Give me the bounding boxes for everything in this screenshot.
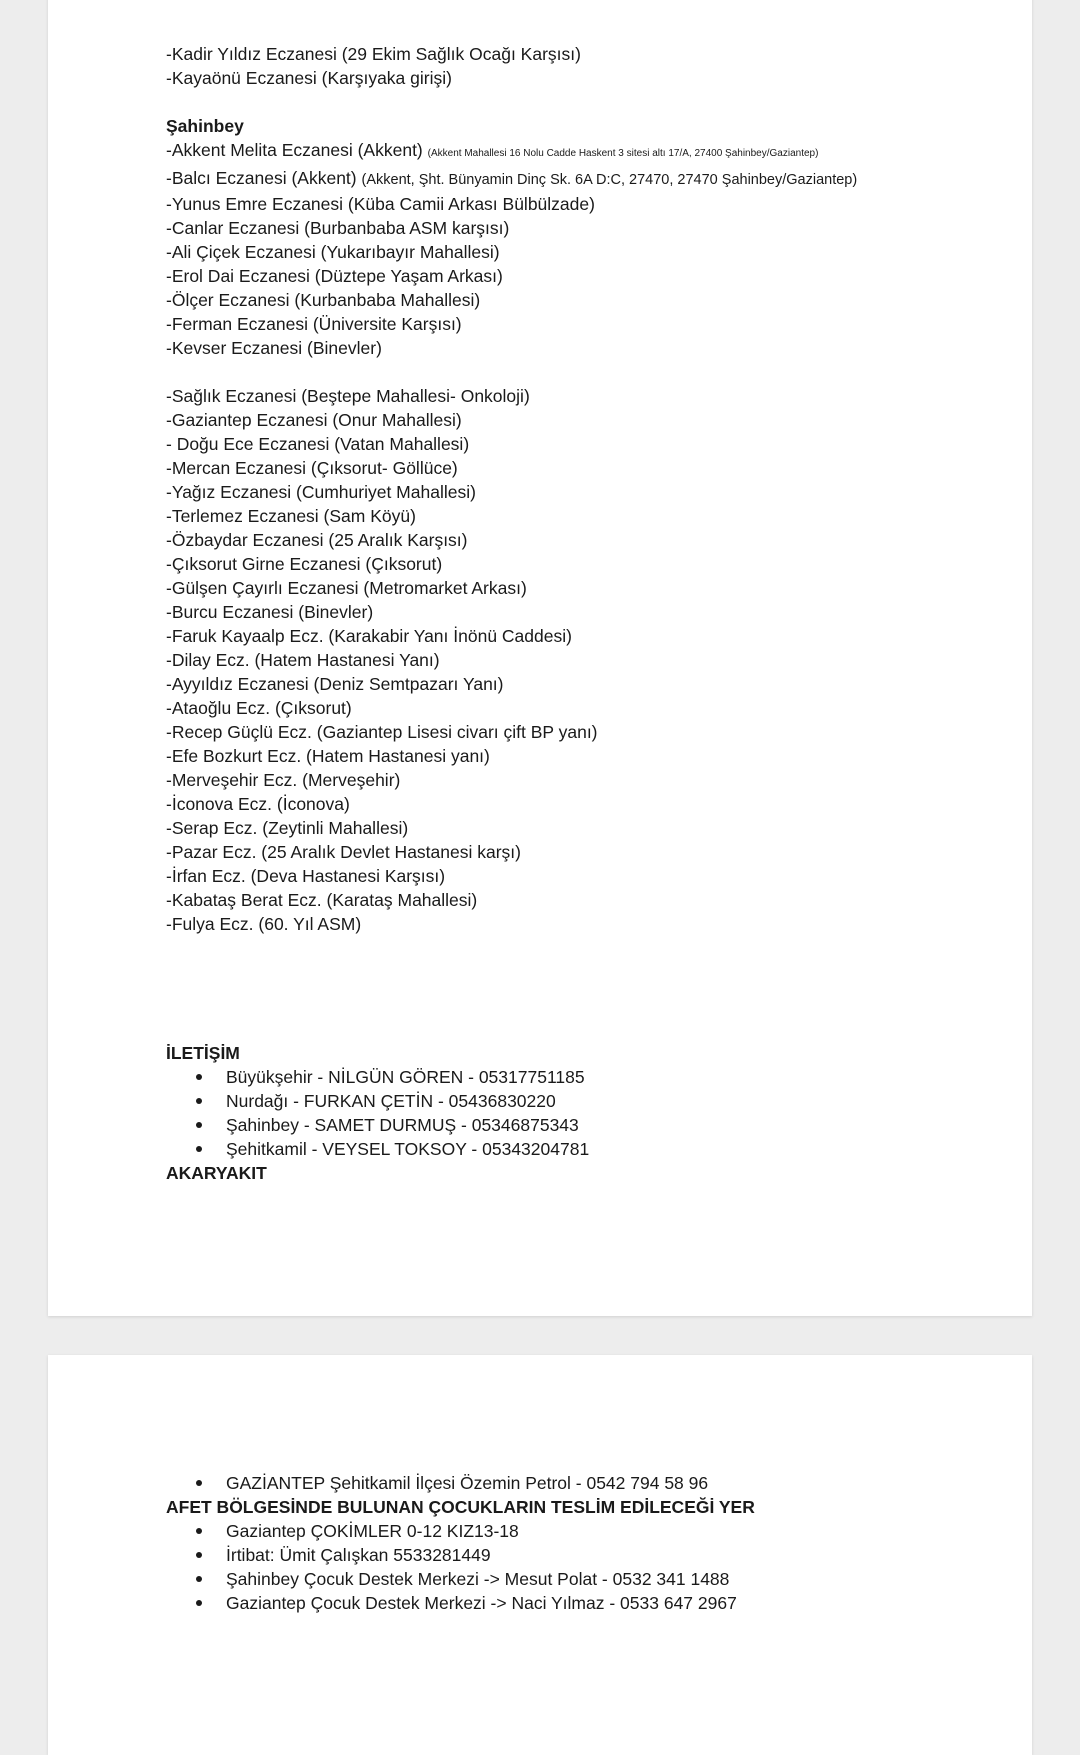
pharmacy-item: -Erol Dai Eczanesi (Düztepe Yaşam Arkası)	[166, 266, 503, 286]
contact-item	[166, 1113, 992, 1137]
contact-item-text: Büyükşehir - NİLGÜN GÖREN - 05317751185	[226, 1067, 585, 1087]
contact-item	[166, 1137, 992, 1161]
pharmacy-item: -Kevser Eczanesi (Binevler)	[166, 338, 382, 358]
pharmacy-item: -Efe Bozkurt Ecz. (Hatem Hastanesi yanı)	[166, 746, 490, 766]
cocuklar-heading: AFET BÖLGESİNDE BULUNAN ÇOCUKLARIN TESLİM EDİLECEĞİ YER	[166, 1497, 755, 1517]
iletisim-heading: İLETİŞİM	[166, 1043, 240, 1063]
pharmacy-item: -Pazar Ecz. (25 Aralık Devlet Hastanesi karşı)	[166, 842, 521, 862]
pharmacy-item: -Canlar Eczanesi (Burbanbaba ASM karşısı)	[166, 218, 510, 238]
contact-item	[166, 1065, 992, 1089]
cocuklar-list	[166, 1519, 992, 1615]
contact-item-text: Nurdağı - FURKAN ÇETİN - 05436830220	[226, 1091, 556, 1111]
pharmacy-item: -Kabataş Berat Ecz. (Karataş Mahallesi)	[166, 890, 478, 910]
document-page-2	[48, 1355, 1032, 1755]
pharmacy-item: -Çıksorut Girne Eczanesi (Çıksorut)	[166, 554, 443, 574]
pharmacy-address: (Akkent, Şht. Bünyamin Dinç Sk. 6A D:C, 27470, 27470 Şahinbey/Gaziantep)	[361, 172, 858, 188]
child-delivery-item	[166, 1543, 992, 1567]
pharmacy-item: -Faruk Kayaalp Ecz. (Karakabir Yanı İnönü Caddesi)	[166, 626, 572, 646]
iletisim-list	[166, 1065, 992, 1161]
pharmacy-akkent-melita	[166, 138, 992, 166]
pharmacy-balci	[166, 166, 992, 192]
fuel-item-text: GAZİANTEP Şehitkamil İlçesi Özemin Petrol - 0542 794 58 96	[226, 1473, 709, 1493]
page-1-content	[166, 42, 992, 1185]
pharmacy-list-b	[166, 384, 992, 936]
pharmacy-name: -Balcı Eczanesi (Akkent)	[166, 168, 357, 188]
pharmacy-name: -Akkent Melita Eczanesi (Akkent)	[166, 140, 423, 160]
pharmacy-item: -Yunus Emre Eczanesi (Küba Camii Arkası Bülbülzade)	[166, 194, 595, 214]
akaryakit-list	[166, 1471, 992, 1495]
contact-item-text: Şehitkamil - VEYSEL TOKSOY - 05343204781	[226, 1139, 590, 1159]
pharmacy-item: -Ferman Eczanesi (Üniversite Karşısı)	[166, 314, 462, 334]
pharmacy-item: -İrfan Ecz. (Deva Hastanesi Karşısı)	[166, 866, 446, 886]
pharmacy-item: -Serap Ecz. (Zeytinli Mahallesi)	[166, 818, 409, 838]
pharmacy-item: -Mercan Eczanesi (Çıksorut- Göllüce)	[166, 458, 458, 478]
contact-item-text: Şahinbey - SAMET DURMUŞ - 05346875343	[226, 1115, 579, 1135]
bullet-icon	[196, 1098, 202, 1104]
pharmacy-item: -Yağız Eczanesi (Cumhuriyet Mahallesi)	[166, 482, 476, 502]
pharmacy-item: -Kadir Yıldız Eczanesi (29 Ekim Sağlık Ocağı Karşısı)	[166, 44, 581, 64]
child-delivery-item	[166, 1567, 992, 1591]
bullet-icon	[196, 1146, 202, 1152]
pharmacy-item: -Kayaönü Eczanesi (Karşıyaka girişi)	[166, 68, 452, 88]
akaryakit-heading: AKARYAKIT	[166, 1163, 267, 1183]
pharmacy-item: -Ali Çiçek Eczanesi (Yukarıbayır Mahallesi)	[166, 242, 500, 262]
pharmacy-item: -Ataoğlu Ecz. (Çıksorut)	[166, 698, 352, 718]
pharmacy-item: -Ayyıldız Eczanesi (Deniz Semtpazarı Yanı)	[166, 674, 504, 694]
pharmacy-item: -Merveşehir Ecz. (Merveşehir)	[166, 770, 401, 790]
page-2-content	[166, 1471, 992, 1615]
bullet-icon	[196, 1122, 202, 1128]
fuel-item	[166, 1471, 992, 1495]
bullet-icon	[196, 1528, 202, 1534]
pharmacy-item: -Ölçer Eczanesi (Kurbanbaba Mahallesi)	[166, 290, 481, 310]
child-delivery-item-text: İrtibat: Ümit Çalışkan 5533281449	[226, 1545, 491, 1565]
pharmacy-item: -Gülşen Çayırlı Eczanesi (Metromarket Arkası)	[166, 578, 527, 598]
bullet-icon	[196, 1074, 202, 1080]
bullet-icon	[196, 1480, 202, 1486]
bullet-icon	[196, 1552, 202, 1558]
contact-item	[166, 1089, 992, 1113]
pharmacy-item: -Gaziantep Eczanesi (Onur Mahallesi)	[166, 410, 462, 430]
child-delivery-item-text: Şahinbey Çocuk Destek Merkezi -> Mesut Polat - 0532 341 1488	[226, 1569, 730, 1589]
pharmacy-list-a	[166, 192, 992, 360]
child-delivery-item	[166, 1591, 992, 1615]
child-delivery-item-text: Gaziantep Çocuk Destek Merkezi -> Naci Yılmaz - 0533 647 2967	[226, 1593, 737, 1613]
child-delivery-item	[166, 1519, 992, 1543]
pharmacy-item: -İconova Ecz. (İconova)	[166, 794, 350, 814]
pharmacy-item: -Dilay Ecz. (Hatem Hastanesi Yanı)	[166, 650, 440, 670]
document-page-1	[48, 0, 1032, 1316]
pharmacy-item: -Terlemez Eczanesi (Sam Köyü)	[166, 506, 416, 526]
pharmacy-item: -Özbaydar Eczanesi (25 Aralık Karşısı)	[166, 530, 468, 550]
sahinbey-heading: Şahinbey	[166, 116, 244, 136]
pharmacy-address: (Akkent Mahallesi 16 Nolu Cadde Haskent 3 sitesi altı 17/A, 27400 Şahinbey/Gaziantep)	[427, 148, 819, 159]
bullet-icon	[196, 1600, 202, 1606]
bullet-icon	[196, 1576, 202, 1582]
pharmacy-item: - Doğu Ece Eczanesi (Vatan Mahallesi)	[166, 434, 470, 454]
pharmacy-item: -Fulya Ecz. (60. Yıl ASM)	[166, 914, 362, 934]
child-delivery-item-text: Gaziantep ÇOKİMLER 0-12 KIZ13-18	[226, 1521, 519, 1541]
pharmacy-list-top	[166, 42, 992, 90]
pharmacy-item: -Sağlık Eczanesi (Beştepe Mahallesi- Onkoloji)	[166, 386, 530, 406]
pharmacy-item: -Recep Güçlü Ecz. (Gaziantep Lisesi civarı çift BP yanı)	[166, 722, 598, 742]
pharmacy-item: -Burcu Eczanesi (Binevler)	[166, 602, 374, 622]
